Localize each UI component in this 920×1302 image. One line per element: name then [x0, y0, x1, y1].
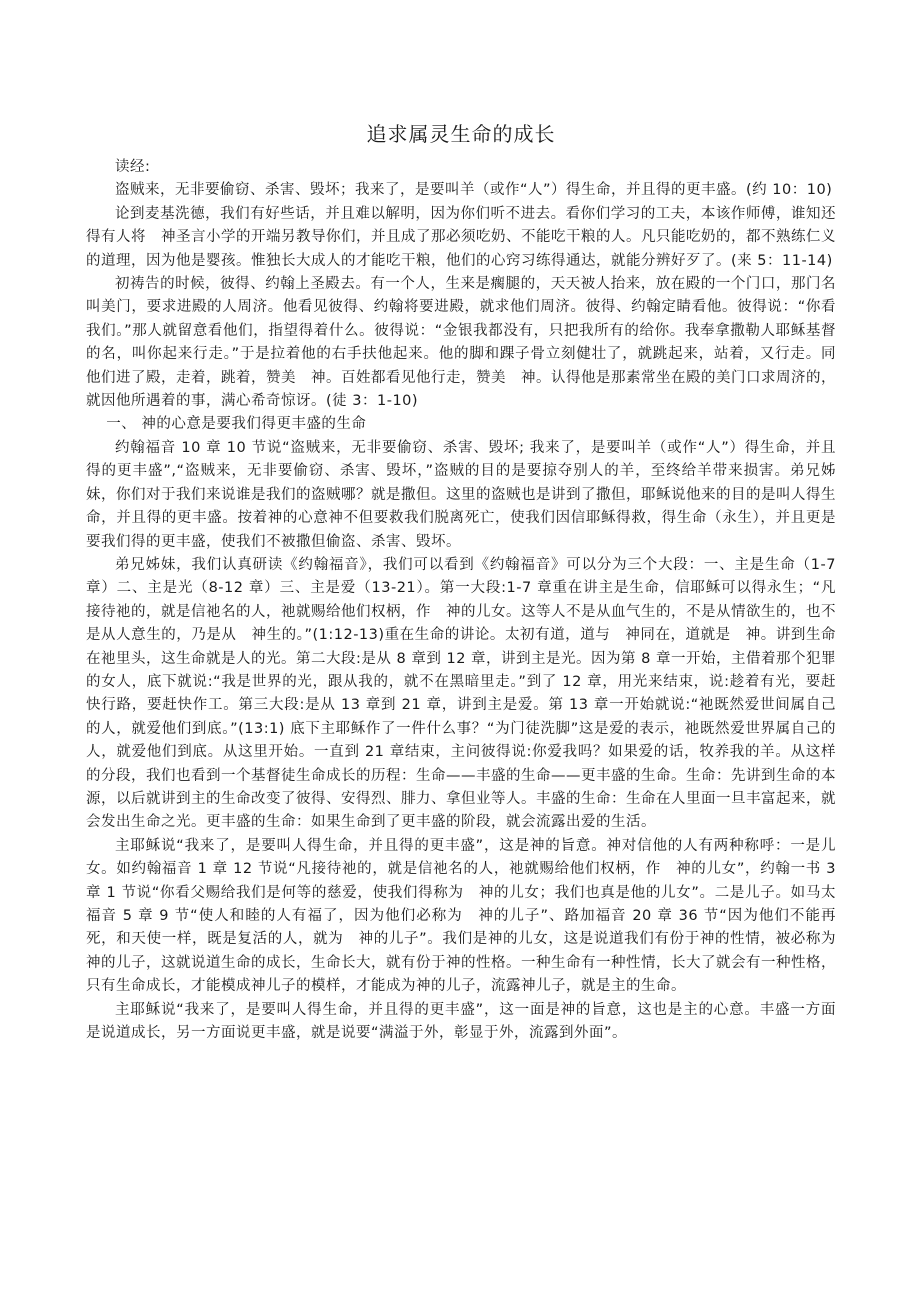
- scripture-acts-3: 初祷告的时候，彼得、约翰上圣殿去。有一个人，生来是瘸腿的，天天被人抬来，放在殿的一个门口，那门名叫美门，要求进殿的人周济。他看见彼得、约翰将要进殿，就求他们周济。彼得、约翰定睛看他。彼得说：“你看我们。”那人就留意看他们，指望得着什么。彼得说：“金银我都没有，只把我所有的给你。我奉拿撒勒人耶稣基督的名，叫你起来行走。”于是拉着他的右手扶他起来。他的脚和踝子骨立刻健壮了，就跳起来，站着，又行走。同他们进了殿，走着，跳着，赞美 神。百姓都看见他行走，赞美 神。认得他是那素常坐在殿的美门口求周济的，就因他所遇着的事，满心希奇惊讶。(徒 3：1-10): [86, 276, 836, 410]
- section-heading: 一、 神的心意是要我们得更丰盛的生命: [106, 416, 367, 433]
- document-page: [86, 118, 851, 1045]
- scripture-john-10-10: 盗贼来，无非要偷窃、杀害、毁坏；我来了，是要叫羊（或作“人”）得生命，并且得的更丰盛。(约 10：10): [115, 182, 833, 199]
- reading-label: 读经:: [115, 159, 151, 175]
- body-paragraph: 主耶稣说“我来了，是要叫人得生命，并且得的更丰盛”，这一面是神的旨意，这也是主的心意。丰盛一方面是说道成长，另一方面说更丰盛，就是说要“满溢于外，彰显于外，流露到外面”。: [86, 1001, 836, 1042]
- scripture-hebrews-5: 论到麦基洗德，我们有好些话，并且难以解明，因为你们听不进去。看你们学习的工夫，本该作师傅，谁知还得有人将 神圣言小学的开端另教导你们，并且成了那必须吃奶、不能吃干粮的人。凡只能吃奶的，都不熟练仁义的道理，因为他是婴孩。惟独长大成人的才能吃干粮，他们的心窍习练得通达，就能分辨好歹了。(来 5：11-14): [86, 205, 836, 269]
- body-paragraph: 约翰福音 10 章 10 节说“盗贼来，无非要偷窃、杀害、毁坏; 我来了，是要叫羊（或作“人”）得生命，并且得的更丰盛”,“盗贼来，无非要偷窃、杀害、毁坏，”盗贼的目的是要掠夺别人的羊，至终给羊带来损害。弟兄姊妹，你们对于我们来说谁是我们的盗贼哪？就是撒但。这里的盗贼也是讲到了撒但，耶稣说他来的目的是叫人得生命，并且得的更丰盛。按着神的心意神不但要救我们脱离死亡，使我们因信耶稣得救，得生命（永生），并且更是要我们得的更丰盛，使我们不被撒但偷盗、杀害、毁坏。: [86, 439, 836, 550]
- body-paragraph: 弟兄姊妹，我们认真研读《约翰福音》，我们可以看到《约翰福音》可以分为三个大段：一、主是生命（1-7 章）二、主是光（8-12 章）三、主是爱（13-21）。第一大段:1-7 章重在讲主是生命，信耶稣可以得永生；“凡接待祂的，就是信祂名的人，祂就赐给他们权柄，作 神的儿女。这等人不是从血气生的，不是从情欲生的，也不是从人意生的，乃是从 神生的。”(1:12-13)重在生命的讲论。太初有道，道与 神同在，道就是 神。讲到生命在祂里头，这生命就是人的光。第二大段:是从 8 章到 12 章，讲到主是光。因为第 8 章一开始，主借着那个犯罪的女人，底下就说:“我是世界的光，跟从我的，就不在黑暗里走。”到了 12 章，用光来结束，说:趁着有光，要赶快行路，要赶快作工。第三大段:是从 13 章到 21 章，讲到主是爱。第 13 章一开始就说:“祂既然爱世间属自己的人，就爱他们到底。”(13:1) 底下主耶稣作了一件什么事？“为门徒洗脚”这是爱的表示，祂既然爱世界属自己的人，就爱他们到底。从这里开始。一直到 21 章结束，主问彼得说:你爱我吗？如果爱的话，牧养我的羊。从这样的分段，我们也看到一个基督徒生命成长的历程：生命——丰盛的生命——更丰盛的生命。生命：先讲到生命的本源，以后就讲到主的生命改变了彼得、安得烈、腓力、拿但业等人。丰盛的生命：生命在人里面一旦丰富起来，就会发出生命之光。更丰盛的生命：如果生命到了更丰盛的阶段，就会流露出爱的生活。: [86, 556, 836, 831]
- body-paragraph: 主耶稣说“我来了，是要叫人得生命，并且得的更丰盛”，这是神的旨意。神对信他的人有两种称呼：一是儿女。如约翰福音 1 章 12 节说“凡接待祂的，就是信祂名的人，祂就赐给他们权柄，作 神的儿女”，约翰一书 3 章 1 节说“你看父赐给我们是何等的慈爱，使我们得称为 神的儿女；我们也真是他的儿女”。二是儿子。如马太福音 5 章 9 节“使人和睦的人有福了，因为他们必称为 神的儿子”、路加福音 20 章 36 节“因为他们不能再死，和天使一样，既是复活的人，就为 神的儿子”。我们是神的儿女，这是说道我们有份于神的性情，被必称为 神的儿子，这就说道生命的成长，生命长大，就有份于神的性格。一种生命有一种性情，长大了就会有一种性格，只有生命成长，才能模成神儿子的模样，才能成为神的儿子，流露神儿子，就是主的生命。: [86, 837, 851, 995]
- document-title: 追求属灵生命的成长: [366, 122, 556, 146]
